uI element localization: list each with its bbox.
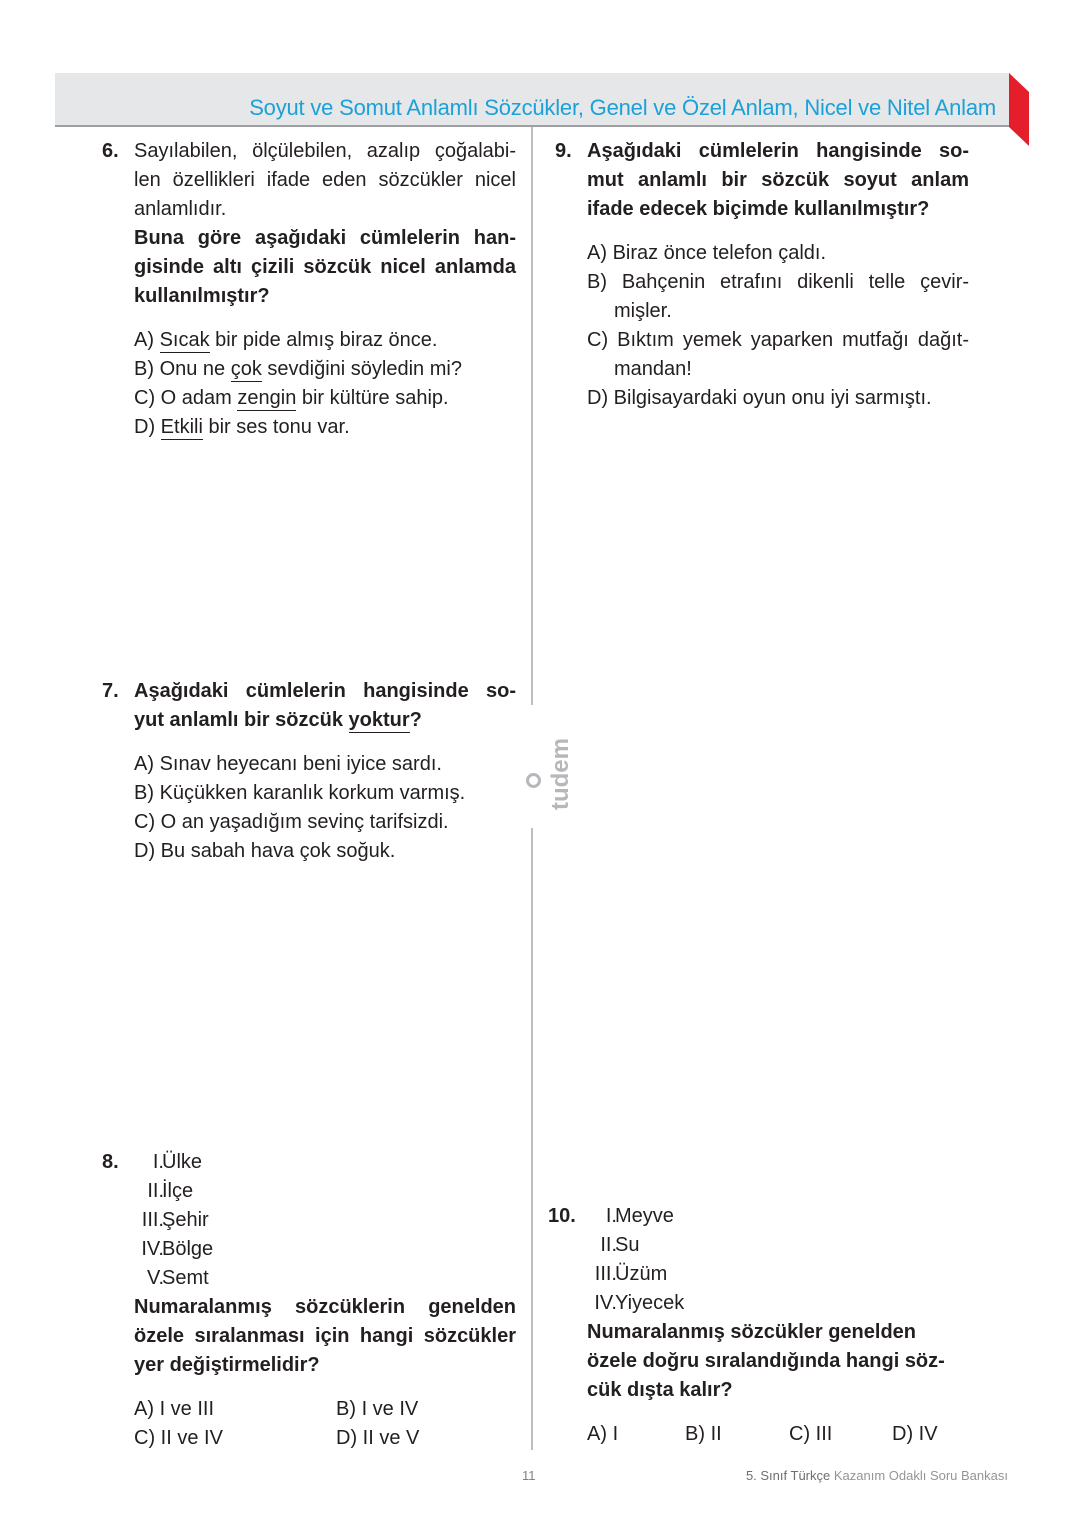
answer-option-a[interactable]	[134, 750, 516, 779]
item-number: II.	[147, 1180, 164, 1202]
option-label: A)	[134, 753, 154, 775]
question-body	[587, 1202, 969, 1449]
option-text: mişler.	[614, 300, 672, 322]
question-body	[134, 677, 516, 866]
answer-option-c[interactable]	[134, 808, 516, 837]
option-text: II ve V	[362, 1427, 420, 1449]
option-label: C)	[789, 1423, 811, 1445]
option-label: B)	[685, 1423, 705, 1445]
book-title-bold: 5. Sınıf Türkçe	[745, 1468, 831, 1483]
question-body	[134, 137, 516, 442]
option-label: B)	[336, 1398, 356, 1420]
option-label: C)	[134, 1427, 156, 1449]
numbered-item	[134, 1148, 516, 1177]
page-number: 11	[522, 1468, 536, 1483]
option-line	[587, 268, 970, 297]
question-line: cük dışta kalır?	[587, 1379, 733, 1401]
underlined-word: zengin	[237, 387, 297, 409]
option-label: D)	[134, 416, 156, 438]
option-label: A)	[587, 1423, 607, 1445]
option-label: D)	[587, 387, 609, 409]
option-text: Bu sabah hava çok soğuk.	[160, 840, 396, 862]
option-label: A)	[134, 329, 154, 351]
option-text: bir kültüre sahip.	[296, 387, 449, 409]
intro-line: anlamlıdır.	[134, 198, 227, 220]
option-line	[587, 326, 970, 355]
item-number: I.	[152, 1151, 164, 1173]
red-corner-tab	[1009, 73, 1029, 146]
answer-option-c[interactable]	[789, 1420, 832, 1449]
option-label: D)	[336, 1427, 358, 1449]
question-line: Aşağıdaki cümlelerin hangisinde so-	[134, 680, 516, 702]
answer-option-a[interactable]	[134, 326, 516, 355]
option-label: A)	[134, 1398, 154, 1420]
option-text: Bilgisayardaki oyun onu iyi sarmıştı.	[613, 387, 932, 409]
option-text: I ve III	[159, 1398, 215, 1420]
book-title-rest: Kazanım Odaklı Soru Bankası	[830, 1468, 1008, 1483]
option-text: III	[815, 1423, 833, 1445]
answer-option-b[interactable]	[685, 1420, 722, 1449]
question-line: gisinde altı çizili sözcük nicel anlamda	[134, 256, 516, 278]
question-line: özele doğru sıralandığında hangi söz-	[587, 1350, 945, 1372]
answer-options	[134, 750, 516, 866]
item-text: Meyve	[615, 1205, 674, 1227]
header-band	[55, 73, 1010, 127]
question-line: kullanılmıştır?	[134, 285, 270, 307]
numbered-item	[134, 1177, 516, 1206]
option-label: C)	[134, 387, 156, 409]
intro-line: len özellikleri ifade eden sözcükler nicel	[134, 169, 516, 191]
option-text: II ve IV	[160, 1427, 223, 1449]
question-line: Buna göre aşağıdaki cümlelerin han-	[134, 227, 516, 249]
question-line	[134, 706, 516, 735]
item-number: III.	[141, 1209, 164, 1231]
option-text: IV	[918, 1423, 938, 1445]
option-text: Biraz önce telefon çaldı.	[612, 242, 827, 264]
option-label: A)	[587, 242, 607, 264]
answer-option-d[interactable]	[336, 1424, 419, 1453]
answer-option-c[interactable]	[587, 326, 969, 384]
item-text: Yiyecek	[615, 1292, 685, 1314]
answer-options	[134, 326, 516, 442]
watermark-text: tudem	[547, 738, 574, 810]
option-text: I	[612, 1423, 619, 1445]
question-number: 6.	[102, 140, 119, 162]
answer-option-d[interactable]	[134, 413, 516, 442]
option-label: B)	[134, 358, 154, 380]
intro-line: Sayılabilen, ölçülebilen, azalıp çoğalabi-	[134, 140, 516, 162]
underlined-word: Sıcak	[159, 329, 210, 351]
answer-option-a[interactable]	[587, 1420, 618, 1449]
option-label: C)	[587, 329, 609, 351]
option-text: O adam	[160, 387, 238, 409]
item-text: Ülke	[162, 1151, 203, 1173]
item-number: IV.	[594, 1292, 617, 1314]
question-body	[587, 137, 969, 413]
item-text: Su	[615, 1234, 640, 1256]
tudem-watermark	[519, 738, 574, 810]
numbered-item	[587, 1202, 969, 1231]
answer-option-b[interactable]	[336, 1395, 418, 1424]
option-label: B)	[134, 782, 154, 804]
underlined-word: yoktur	[348, 709, 410, 731]
question-body	[134, 1148, 516, 1453]
answer-option-d[interactable]	[892, 1420, 938, 1449]
numbered-item	[134, 1206, 516, 1235]
column-divider-top	[531, 127, 533, 705]
option-text: Onu ne	[159, 358, 231, 380]
option-label: D)	[892, 1423, 914, 1445]
item-text: Şehir	[162, 1209, 209, 1231]
question-line: Numaralanmış sözcüklerin genelden	[134, 1296, 516, 1318]
numbered-item	[587, 1231, 969, 1260]
answer-option-d[interactable]	[134, 837, 516, 866]
answer-options	[134, 1395, 516, 1453]
answer-option-b[interactable]	[587, 268, 969, 326]
option-text: bir pide almış biraz önce.	[209, 329, 438, 351]
book-title-footer	[746, 1468, 1008, 1483]
item-text: Üzüm	[615, 1263, 668, 1285]
option-text: I ve IV	[361, 1398, 419, 1420]
question-line: mut anlamlı bir sözcük soyut anlam	[587, 169, 969, 191]
question-number: 8.	[102, 1151, 119, 1173]
answer-option-a[interactable]	[134, 1395, 214, 1424]
question-text: ?	[409, 709, 422, 731]
question-number: 9.	[555, 140, 572, 162]
page-title: Soyut ve Somut Anlamlı Sözcükler, Genel ve Özel Anlam, Nicel ve Nitel Anlam	[249, 95, 996, 120]
numbered-item	[587, 1289, 969, 1318]
column-divider-bottom	[531, 828, 533, 1450]
item-text: Bölge	[162, 1238, 214, 1260]
option-text: sevdiğini söyledin mi?	[261, 358, 462, 380]
underlined-word: Etkili	[160, 416, 203, 438]
question-line: yer değiştirmelidir?	[134, 1354, 320, 1376]
option-label: C)	[134, 811, 156, 833]
answer-option-a[interactable]	[587, 239, 969, 268]
question-number: 7.	[102, 680, 119, 702]
item-text: İlçe	[162, 1180, 194, 1202]
numbered-item	[134, 1264, 516, 1293]
option-label: B)	[587, 271, 607, 293]
question-line: Numaralanmış sözcükler genelden	[587, 1321, 917, 1343]
answer-options	[587, 1420, 969, 1449]
item-number: V.	[146, 1267, 164, 1289]
answer-option-c[interactable]	[134, 384, 516, 413]
item-number: III.	[594, 1263, 617, 1285]
option-text: mandan!	[614, 358, 692, 380]
question-number: 10.	[548, 1205, 576, 1227]
answer-options	[587, 239, 969, 413]
answer-option-b[interactable]	[134, 355, 516, 384]
option-label: D)	[134, 840, 156, 862]
item-number: IV.	[141, 1238, 164, 1260]
question-line: özele sıralanması için hangi sözcükler	[134, 1325, 516, 1347]
item-text: Semt	[162, 1267, 209, 1289]
question-line: Aşağıdaki cümlelerin hangisinde so-	[587, 140, 969, 162]
option-text: bir ses tonu var.	[202, 416, 350, 438]
option-text: Sınav heyecanı beni iyice sardı.	[159, 753, 442, 775]
question-text: yut anlamlı bir sözcük	[134, 709, 349, 731]
option-text: II	[710, 1423, 722, 1445]
answer-option-b[interactable]	[134, 779, 516, 808]
numbered-item	[587, 1260, 969, 1289]
option-text: Bıktım yemek yaparken mutfağı dağıt-	[617, 329, 970, 351]
item-number: II.	[600, 1234, 617, 1256]
underlined-word: çok	[230, 358, 262, 380]
tudem-logo-icon	[526, 774, 541, 789]
option-text: Küçükken karanlık korkum varmış.	[159, 782, 466, 804]
question-line: ifade edecek biçimde kullanılmıştır?	[587, 198, 930, 220]
option-text: O an yaşadığım sevinç tarifsizdi.	[160, 811, 449, 833]
answer-option-c[interactable]	[134, 1424, 223, 1453]
option-text: Bahçenin etrafını dikenli telle çevir-	[621, 271, 970, 293]
numbered-item	[134, 1235, 516, 1264]
item-number: I.	[605, 1205, 617, 1227]
answer-option-d[interactable]	[587, 384, 969, 413]
